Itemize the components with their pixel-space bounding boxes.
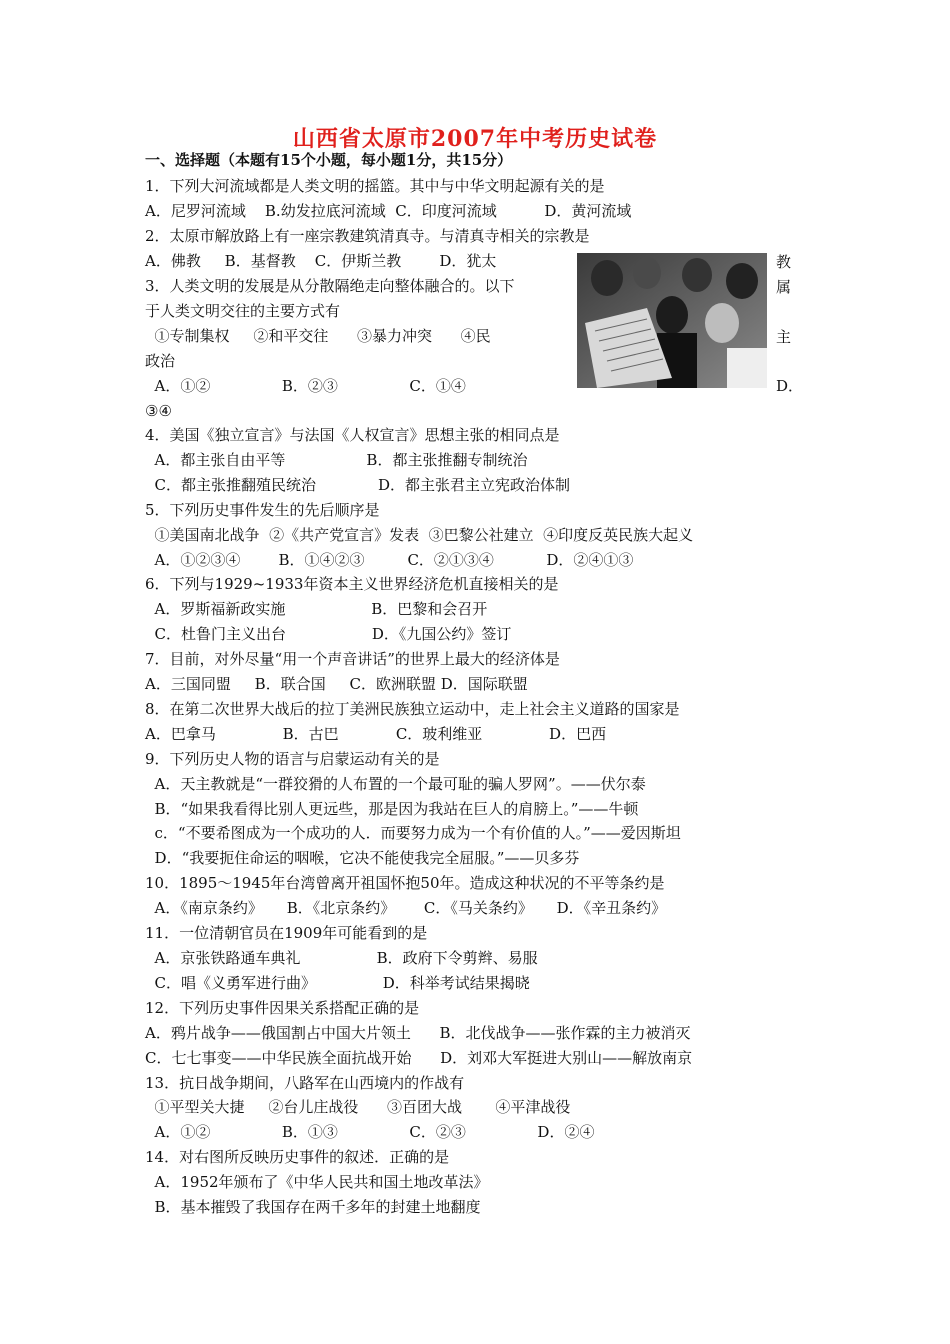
section-heading: 一、选择题（本题有15个小题，每小题1分，共15分） [145, 151, 513, 169]
question-line: A．1952年颁布了《中华人民共和国土地改革法》 [145, 1173, 489, 1191]
question-line: A．巴拿马 B．古巴 C．玻利维亚 D．巴西 [145, 725, 607, 743]
question-line: ①专制集权 ②和平交往 ③暴力冲突 ④民 [145, 327, 491, 345]
question-line: 5．下列历史事件发生的先后顺序是 [145, 501, 380, 519]
question-line: A．天主教就是“一群狡猾的人布置的一个最可耻的骗人罗网”。——伏尔泰 [145, 775, 646, 793]
question-line: A．三国同盟 B．联合国 C．欧洲联盟 D．国际联盟 [145, 675, 528, 693]
question-line: 7．目前，对外尽量“用一个声音讲话”的世界上最大的经济体是 [145, 650, 560, 668]
question-line: 3．人类文明的发展是从分散隔绝走向整体融合的。以下 [145, 277, 515, 295]
question-line: C．七七事变——中华民族全面抗战开始 D．刘邓大军挺进大别山——解放南京 [145, 1049, 693, 1067]
question-line: B．“如果我看得比别人更远些，那是因为我站在巨人的肩膀上。”——牛顿 [145, 800, 639, 818]
question-line: 4．美国《独立宣言》与法国《人权宣言》思想主张的相同点是 [145, 426, 560, 444]
question-line: C．都主张推翻殖民统治 D．都主张君主立宪政治体制 [145, 476, 571, 494]
question-line: ①平型关大捷 ②台儿庄战役 ③百团大战 ④平津战役 [145, 1098, 571, 1116]
line-fragment-q2: 教 [776, 253, 792, 271]
question-line: ①美国南北战争 ②《共产党宣言》发表 ③巴黎公社建立 ④印度反英民族大起义 [145, 526, 694, 544]
question-line: 10．1895～1945年台湾曾离开祖国怀抱50年。造成这种状况的不平等条约是 [145, 874, 665, 892]
question-line: B．基本摧毁了我国存在两千多年的封建土地翻度 [145, 1198, 481, 1216]
question-line: A．罗斯福新政实施 B．巴黎和会召开 [145, 600, 488, 618]
question-line: D．“我要扼住命运的咽喉，它决不能使我完全屈服。”——贝多芬 [145, 849, 580, 867]
line-fragment-q3-answers: D． [776, 377, 804, 395]
question-line: A．尼罗河流域 B.幼发拉底河流域 C．印度河流域 D．黄河流域 [145, 202, 632, 220]
page-title: 山西省太原市2007年中考历史试卷 [292, 126, 658, 152]
question-line: A．①②③④ B．①④②③ C．②①③④ D．②④①③ [145, 551, 634, 569]
question-line: A．《南京条约》 B．《北京条约》 C．《马关条约》 D．《辛丑条约》 [145, 899, 667, 917]
question-line: A．京张铁路通车典礼 B．政府下令剪辫、易服 [145, 949, 538, 967]
question-line: 12．下列历史事件因果关系搭配正确的是 [145, 999, 420, 1017]
question-line: 于人类文明交往的主要方式有 [145, 302, 341, 320]
line-fragment-q3: 属 [776, 278, 792, 296]
question-line: 14．对右图所反映历史事件的叙述．正确的是 [145, 1148, 450, 1166]
question-line: 8．在第二次世界大战后的拉丁美洲民族独立运动中，走上社会主义道路的国家是 [145, 700, 680, 718]
question-line: 9．下列历史人物的语言与启蒙运动有关的是 [145, 750, 440, 768]
question-line: 13．抗日战争期间，八路军在山西境内的作战有 [145, 1074, 465, 1092]
historical-photo [577, 253, 767, 388]
question-line: A．都主张自由平等 B．都主张推翻专制统治 [145, 451, 528, 469]
question-line: 1．下列大河流域都是人类文明的摇篮。其中与中华文明起源有关的是 [145, 177, 605, 195]
question-line: A．佛教 B．基督教 C．伊斯兰教 D．犹太 [145, 252, 497, 270]
question-line: C．唱《义勇军进行曲》 D．科举考试结果揭晓 [145, 974, 530, 992]
question-line: c．“不要希图成为一个成功的人．而要努力成为一个有价值的人。”——爱因斯坦 [145, 824, 681, 842]
line-fragment-q3-options: 主 [776, 328, 792, 346]
question-line: A．①② B．①③ C．②③ D．②④ [145, 1123, 595, 1141]
question-line: 2．太原市解放路上有一座宗教建筑清真寺。与清真寺相关的宗教是 [145, 227, 590, 245]
question-line: C．杜鲁门主义出台 D．《九国公约》签订 [145, 625, 512, 643]
question-line: A．鸦片战争——俄国割占中国大片领土 B．北伐战争——张作霖的主力被消灭 [145, 1024, 691, 1042]
question-line: 政治 [145, 352, 176, 370]
question-line: 6．下列与1929~1933年资本主义世界经济危机直接相关的是 [145, 575, 559, 593]
question-line: 11．一位清朝官员在1909年可能看到的是 [145, 924, 428, 942]
question-line: A．①② B．②③ C．①④ [145, 377, 466, 395]
question-line: ③④ [145, 402, 172, 420]
